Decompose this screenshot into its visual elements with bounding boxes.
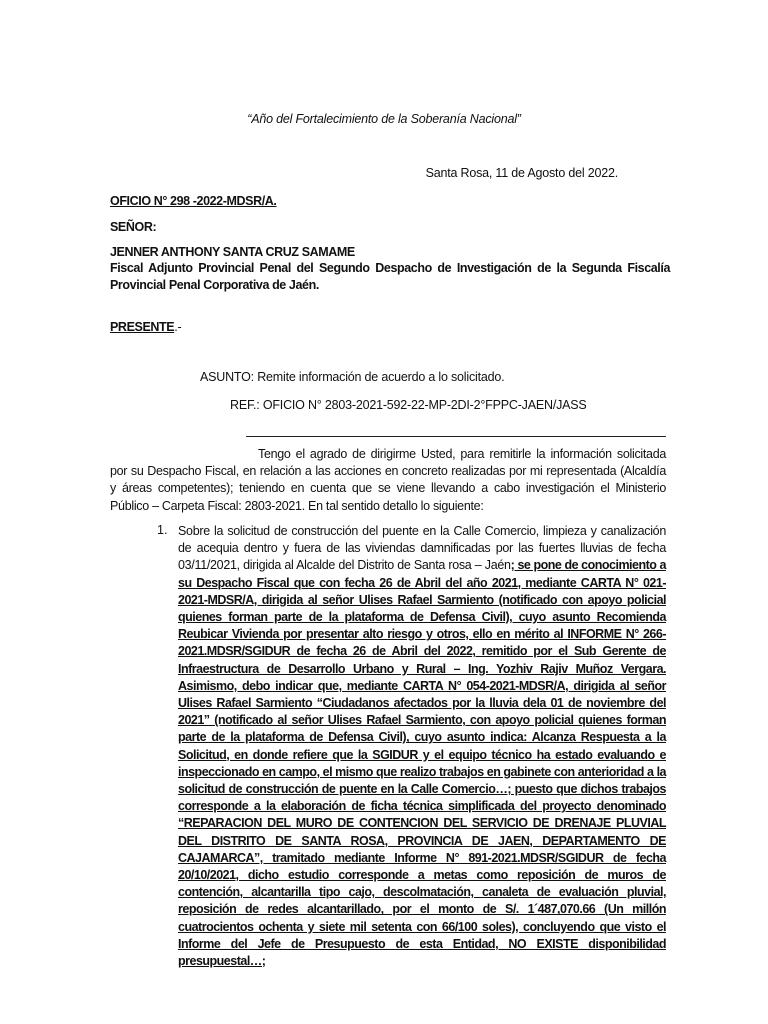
item-1-plain-text: Sobre la solicitud de construcción del puente en la Calle Comercio, limpieza y canalización de acequia dentro y fuera de las viviendas damnificadas por las fuertes lluvias de fecha 03/11/2021, dirigida al Alcalde del Distrito de Santa rosa – Jaén — [178, 524, 666, 573]
place-date: Santa Rosa, 11 de Agosto del 2022. — [425, 166, 618, 180]
salutation: SEÑOR: — [110, 220, 157, 234]
year-motto: “Año del Fortalecimiento de la Soberanía Nacional” — [247, 112, 521, 126]
intro-paragraph: Tengo el agrado de dirigirme Usted, para remitirle la información solicitada por su Despacho Fiscal, en relación a las acciones en concreto realizadas por mi representada (Alcaldía y áreas competentes); teniendo en cuenta que se viene llevando a cabo investigación el Ministerio Público – Carpeta Fiscal: 2803-2021. En tal sentido detallo lo siguiente: — [110, 447, 666, 513]
presente-line — [110, 318, 181, 336]
addressee-title: Fiscal Adjunto Provincial Penal del Segundo Despacho de Investigación de la Segunda Fiscalía Provincial Penal Corporativa de Jaén. — [110, 261, 670, 292]
separator-line — [246, 436, 666, 437]
reference-line: REF.: OFICIO N° 2803-2021-592-22-MP-2DI-2°FPPC-JAEN/JASS — [230, 398, 587, 412]
oficio-number: OFICIO N° 298 -2022-MDSR/A. — [110, 194, 277, 208]
addressee-name: JENNER ANTHONY SANTA CRUZ SAMAME — [110, 245, 355, 259]
item-1-emphasis-text: ; se pone de conocimiento a su Despacho Fiscal que con fecha 26 de Abril del año 2021, mediante CARTA N° 021-2021-MDSR/A, dirigida al señor Ulises Rafael Sarmiento (notificado con apoyo policial quienes forman parte de la plataforma de Defensa Civil), cuyo asunto Recomienda Reubicar Vivienda por presentar alto riesgo y otros, ello en mérito al INFORME N° 266-2021.MDSR/SGIDUR de fecha 26 de Abril del 2022, remitido por el Sub Gerente de Infraestructura de Desarrollo Urbano y Rural – Ing. Yozhiv Rajiv Muñoz Vergara. Asimismo, debo indicar que, mediante CARTA N° 054-2021-MDSR/A, dirigida al señor Ulises Rafael Sarmiento “Ciudadanos afectados por la lluvia dela 01 de noviembre del 2021” (notificado al señor Ulises Rafael Sarmiento, con apoyo policial quienes forman parte de la plataforma de Defensa Civil), cuyo asunto indica: Alcanza Respuesta a la Solicitud, en donde refiere que la SGIDUR y el equipo técnico ha estado evaluando e inspeccionado en campo, el mismo que realizo trabajos en gabinete con anterioridad a la solicitud de construcción de puente en la Calle Comercio…; puesto que dichos trabajos corresponde a la elaboración de ficha técnica simplificada del proyecto denominado “REPARACION DEL MURO DE CONTENCION DEL SERVICIO DE DRENAJE PLUVIAL DEL DISTRITO DE SANTA ROSA, PROVINCIA DE JAEN, DEPARTAMENTO DE CAJAMARCA”, tramitado mediante Informe N° 891-2021.MDSR/SGIDUR de fecha 20/10/2021, dicho estudio corresponde a metas como reposición de muros de contención, alcantarilla tipo cajo, descolmatación, canaleta de evaluación pluvial, reposición de redes alcantarillado, por el monto de S/. 1´487,070.66 (Un millón cuatrocientos ochenta y siete mil setenta con 66/100 soles), concluyendo que visto el Informe del Jefe de Presupuesto de esta Entidad, NO EXISTE disponibilidad presupuestal…; — [178, 558, 666, 969]
item-number: 1. — [157, 523, 168, 537]
asunto-line: ASUNTO: Remite información de acuerdo a lo solicitado. — [200, 370, 505, 384]
item-1-paragraph — [178, 523, 666, 970]
presente-label: PRESENTE — [110, 320, 175, 334]
presente-suffix: .- — [174, 320, 182, 334]
